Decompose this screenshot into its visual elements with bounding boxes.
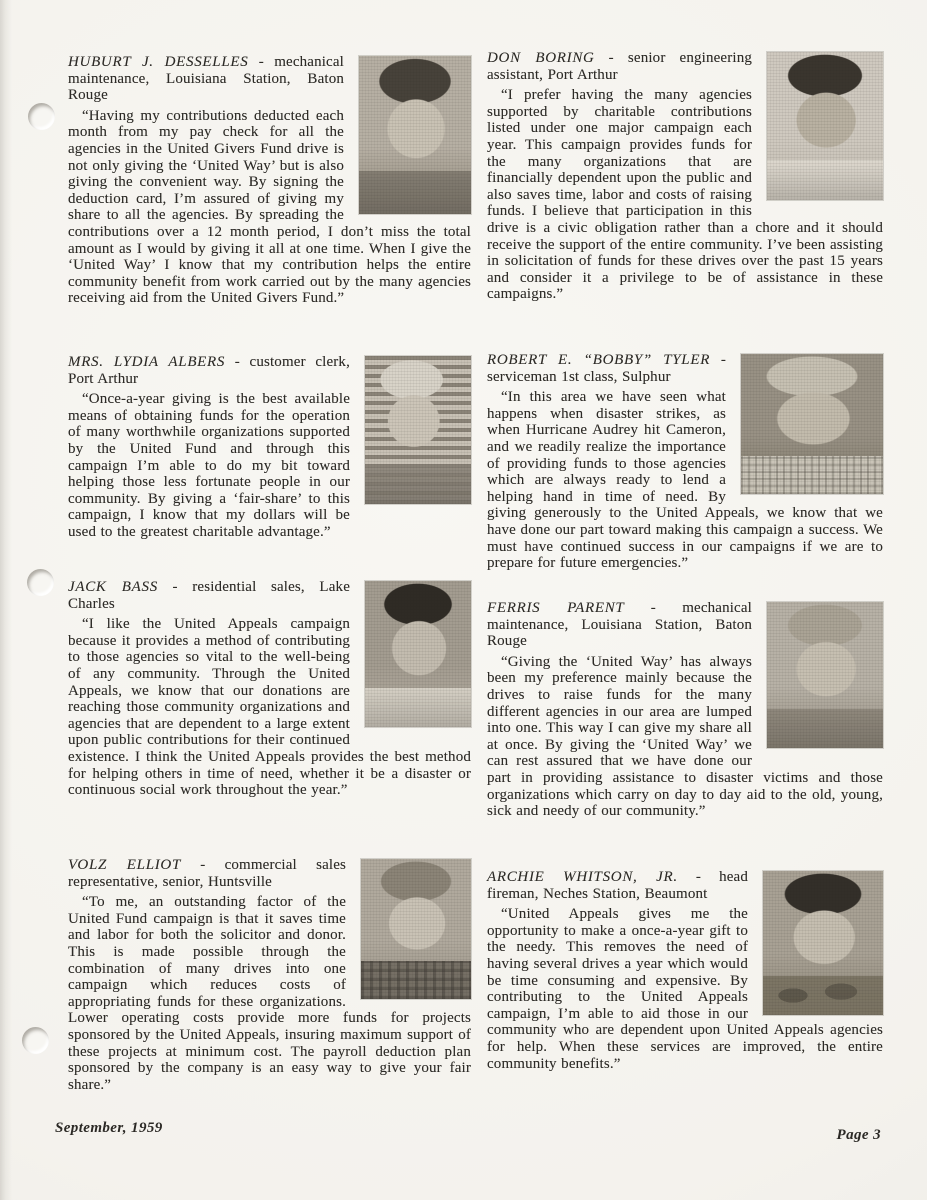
portrait-photo [365,356,471,504]
profile-section-elliot [68,857,471,1093]
profile-quote: “Having my contributions deducted each month from my pay check for all the agencies in the United Givers Fund drive is not only giving the ‘United Way’ but is also giving the convenient way. By signing the deduction card, I’m assured of giving my share to all the agencies. By spreading the contributions over a 12 month period, I don’t miss the total amount as I would by giving it all at one time. When I give the ‘United Way’ I know that my contribution helps the entire community benefit from work carried out by the many agencies receiving aid from the United Givers Fund.” [68,107,471,307]
profile-quote: “In this area we have seen what happens when disaster strikes, as when Hurricane Audrey hit Cameron, and we readily realize the importance of providing funds to those agencies which are always ready to lend a helping hand in time of need. By giving generously to the United Appeals, we know that we have done our part toward making this campaign a success. We must have continued success in our campaigns if we are to prepare for future emergencies.” [487,389,883,572]
footer-page-number: Page 3 [836,1127,881,1143]
name-role-separator: - [181,857,225,873]
name-role-separator: - [624,600,683,616]
profile-section-bass [68,579,471,799]
profile-name: HUBURT J. DESSELLES [68,54,249,70]
name-role-separator: - [594,50,628,66]
profile-name: FERRIS PARENT [487,600,625,616]
profile-role: mechanical maintenance, Louisiana Station, Baton Rouge [68,54,344,104]
portrait-photo [767,52,883,200]
profile-name: JACK BASS [68,579,158,595]
profile-role: head fireman, Neches Station, Beaumont [487,869,748,902]
profile-role: mechanical maintenance, Louisiana Station, Baton Rouge [487,600,752,650]
profile-name: ROBERT E. “BOBBY” TYLER [487,352,711,368]
punch-hole [27,569,54,596]
profile-name: DON BORING [487,50,595,66]
profile-role: residential sales, Lake Charles [68,579,350,612]
profile-quote: “United Appeals gives me the opportunity to make a once-a-year gift to the needy. This removes the need of having several drives a year which would be time consuming and expensive. By contributing to the United Appeals campaign, I’m able to aid those in our community who are dependent upon United Appeals agencies for help. When these services are improved, the entire community benefits.” [487,906,883,1072]
profile-role: serviceman 1st class, Sulphur [487,368,671,385]
name-role-separator: - [677,869,720,885]
portrait-photo [767,602,883,748]
profile-quote: “Giving the ‘United Way’ has always been my preference mainly because the drives to raise funds for the many different agencies in our area are lumped into one. This way I can give my share all at once. By giving the ‘United Way’ we can rest assured that we have done our part in providing assistance to disaster victims and those organizations which carry on day to day aid to the old, young, sick and needy of our community.” [487,653,883,820]
portrait-photo [359,56,471,214]
name-role-separator: - [710,352,726,368]
profile-role: customer clerk, Port Arthur [68,354,350,387]
profile-quote: “Once-a-year giving is the best available means of obtaining funds for the operation of many worthwhile organizations supported by the United Fund and through this campaign I’m able to do my bit toward helping those less fortunate people in our community. By giving a ‘fair-share’ to this campaign, I know that my dollars will be used to the greatest charitable advantage.” [68,391,350,540]
name-role-separator: - [248,54,275,70]
profile-section-albers [68,354,471,541]
profile-name: MRS. LYDIA ALBERS [68,354,226,370]
profile-name: VOLZ ELLIOT [68,857,182,873]
portrait-photo [365,581,471,727]
profile-section-boring [487,50,883,303]
portrait-photo [763,871,883,1015]
scan-edge-shadow [0,0,12,1200]
profile-role: senior engineering assistant, Port Arthur [487,50,752,83]
name-role-separator: - [157,579,193,595]
portrait-photo [741,354,883,494]
name-role-separator: - [225,354,250,370]
profile-quote: “I prefer having the many agencies supported by charitable contributions listed under one major campaign each year. This campaign provides funds for the many organizations that are financially dependent upon the public and also saves time, labor and costs of raising funds. I believe that participation in this drive is a civic obligation rather than a chore and it should receive the support of the entire community. I’ve been assisting in solicitation of funds for these drives over the past 15 years and consider it a privilege to be of assistance in these campaigns.” [487,87,883,303]
footer-date: September, 1959 [55,1120,163,1136]
punch-hole [28,103,55,130]
profile-quote: “To me, an outstanding factor of the United Fund campaign is that it saves time and labor for both the solicitor and donor. This is made possible through the combination of many drives into one campaign which reduces costs of appropriating funds for these organizations. Lower operating costs provide more funds for projects sponsored by the United Appeals, insuring maximum support of these projects at minimum cost. The payroll deduction plan sponsored by the company is an easy way to give your fair share.” [68,894,471,1093]
profile-quote: “I like the United Appeals campaign because it provides a method of contributing to those agencies so vital to the well-being of any community. Through the United Appeals, we know that our donations are reaching those community organizations and agencies that are dependent to a large extent upon public contributions for their continued existence. I think the United Appeals provides the best method for helping others in time of need, whether it be a disaster or continuous social work throughout the year.” [68,616,471,799]
profile-section-desselles [68,54,471,307]
profile-section-tyler [487,352,883,572]
profile-name: ARCHIE WHITSON, JR. [487,869,678,885]
profile-section-whitson [487,869,883,1072]
punch-hole [22,1027,49,1054]
profile-section-parent [487,600,883,820]
profile-role: commercial sales representative, senior, Huntsville [68,857,346,890]
portrait-photo [361,859,471,999]
